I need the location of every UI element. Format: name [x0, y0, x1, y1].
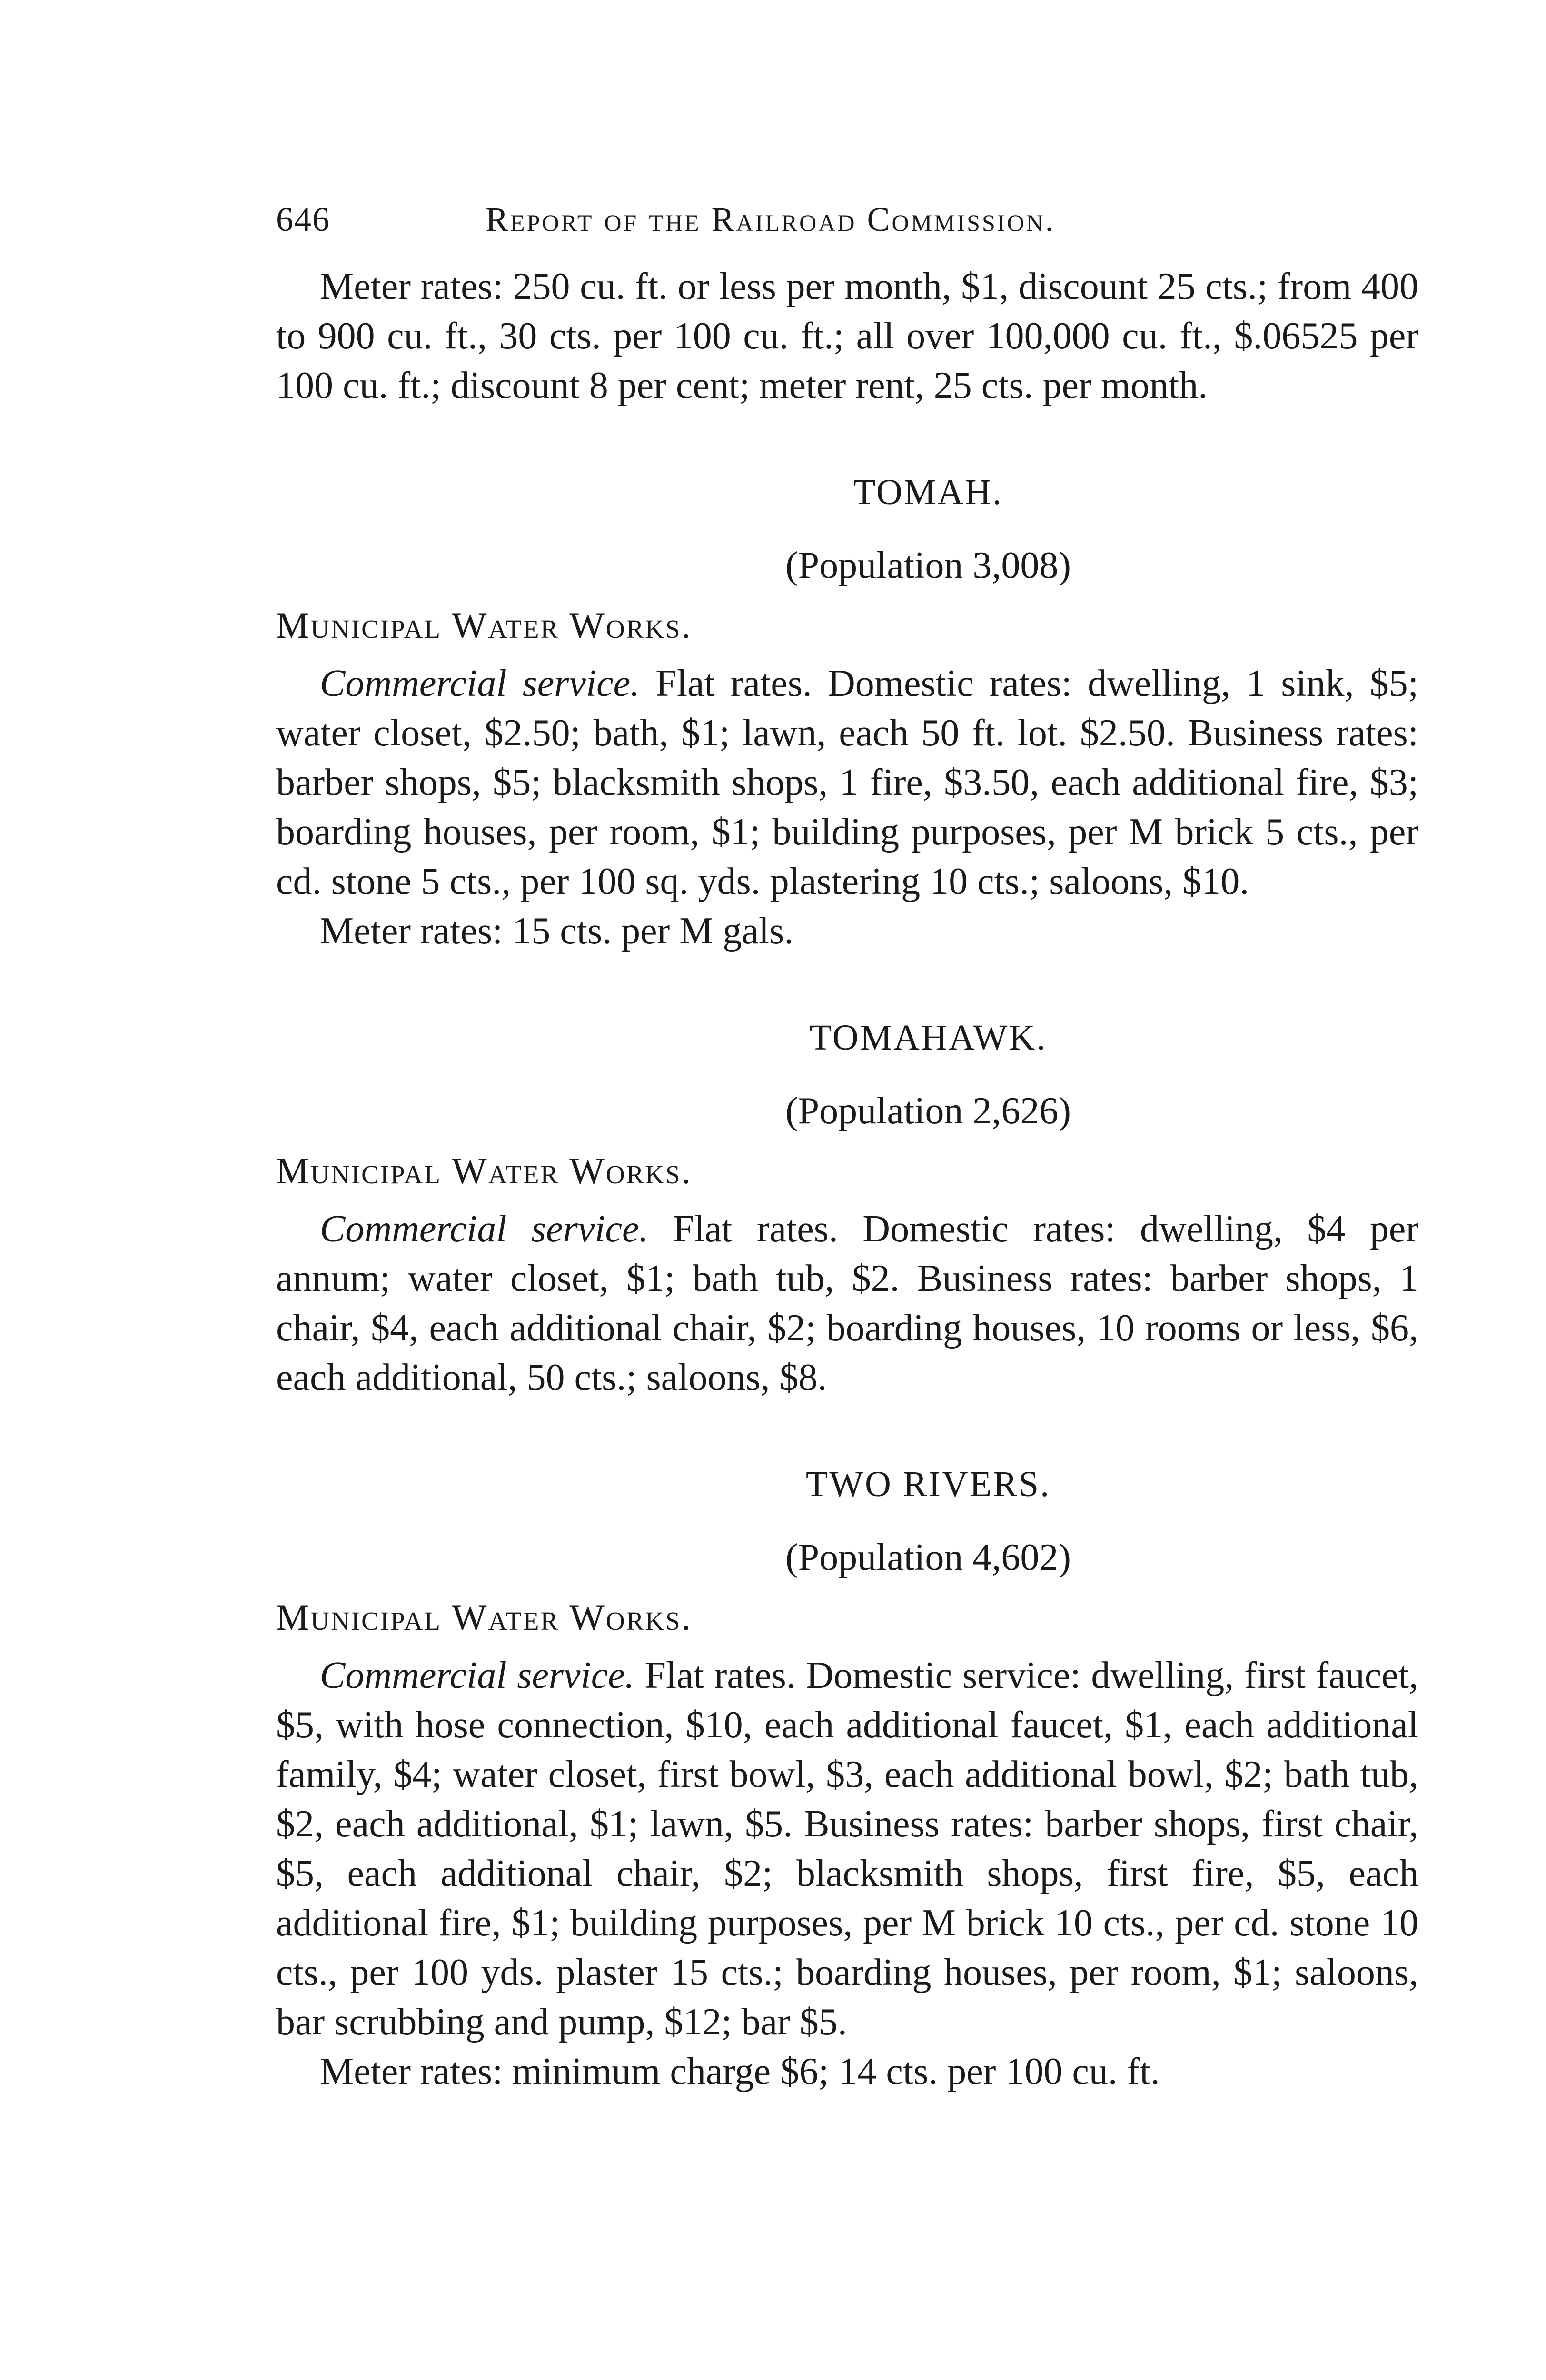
running-header [276, 200, 1418, 257]
population-note: (Population 3,008) [785, 545, 1071, 586]
intro-meter-rates: Meter rates: 250 cu. ft. or less per month, $1, discount 25 cts.; from 400 to 900 cu. ft., 30 cts. per 100 cu. ft.; all over 100,000 cu. ft., $.06525 per 100 cu. ft.; discount 8 per cent; meter rent, 25 cts. per month. [276, 266, 1418, 407]
meter-rates-paragraph: Meter rates: 15 cts. per M gals. [320, 910, 794, 952]
page-number: 646 [276, 200, 330, 238]
service-label: Commercial service. [320, 1655, 634, 1696]
commercial-service-paragraph [276, 1204, 1418, 1402]
meter-rates-paragraph: Meter rates: minimum charge $6; 14 cts. per 100 cu. ft. [320, 2051, 1160, 2092]
page-title: Report of the Railroad Commission. [486, 200, 1056, 238]
document-page [276, 200, 1418, 2096]
section-title: TOMAH. [853, 472, 1003, 512]
population-note: (Population 2,626) [785, 1090, 1071, 1132]
service-text: Flat rates. Domestic rates: dwelling, $4 per annum; water closet, $1; bath tub, $2. Business rates: barber shops, 1 chair, $4, each additional chair, $2; boarding houses, 10 rooms or less, $6, each additional, 50 cts.; saloons, $8. [276, 1208, 1419, 1398]
section-tomah [276, 467, 1418, 956]
utility-heading: Municipal Water Works. [276, 1597, 693, 1638]
utility-heading: Municipal Water Works. [276, 605, 693, 646]
commercial-service-paragraph [276, 659, 1418, 906]
population-note: (Population 4,602) [785, 1537, 1071, 1578]
service-text: Flat rates. Domestic service: dwelling, first faucet, $5, with hose connection, $10, each additional faucet, $1, each additional family, $4; water closet, first bowl, $3, each additional bowl, $2; bath tub, $2, each additional, $1; lawn, $5. Business rates: barber shops, first chair, $5, each additional chair, $2; blacksmith shops, first fire, $5, each additional fire, $1; building purposes, per M brick 10 cts., per cd. stone 10 cts., per 100 yds. plaster 15 cts.; boarding houses, per room, $1; saloons, bar scrubbing and pump, $12; bar $5. [276, 1655, 1419, 2043]
commercial-service-paragraph [276, 1651, 1418, 2047]
service-label: Commercial service. [320, 1208, 649, 1250]
section-title: TWO RIVERS. [805, 1464, 1051, 1504]
utility-heading: Municipal Water Works. [276, 1150, 693, 1191]
service-label: Commercial service. [320, 663, 640, 704]
section-tomahawk [276, 1013, 1418, 1402]
section-title: TOMAHAWK. [809, 1018, 1047, 1058]
service-text: Flat rates. Domestic rates: dwelling, 1 sink, $5; water closet, $2.50; bath, $1; lawn, each 50 ft. lot. $2.50. Business rates: barber shops, $5; blacksmith shops, 1 fire, $3.50, each additional fire, $3; boarding houses, per room, $1; building purposes, per M brick 5 cts., per cd. stone 5 cts., per 100 sq. yds. plastering 10 cts.; saloons, $10. [276, 663, 1419, 902]
section-two-rivers [276, 1459, 1418, 2096]
